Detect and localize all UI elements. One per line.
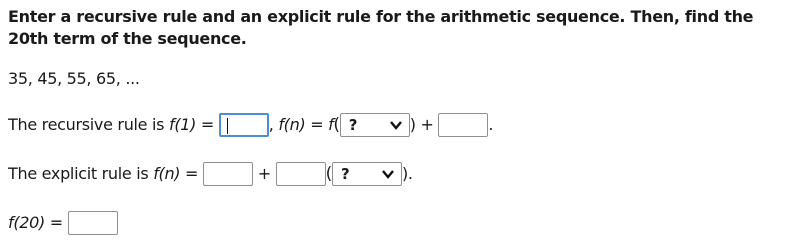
f20-label: f(20) = — [8, 213, 68, 232]
explicit-open-paren: ( — [325, 164, 332, 184]
f1-value-input[interactable] — [219, 113, 269, 137]
sequence-text: 35, 45, 55, 65, ... — [8, 69, 140, 88]
explicit-close-period: ). — [401, 164, 413, 183]
recursive-term-select-value: ? — [348, 116, 358, 134]
explicit-first-input[interactable] — [203, 162, 253, 186]
explicit-plus: + — [252, 164, 276, 183]
chevron-down-icon — [389, 118, 403, 132]
open-paren: ( — [333, 115, 340, 135]
chevron-down-icon — [381, 167, 395, 181]
recursive-period: . — [488, 115, 494, 134]
f1-label: f(1) = — [168, 115, 219, 134]
explicit-difference-input[interactable] — [276, 162, 326, 186]
fn-recursive-label: f(n) = f — [278, 115, 334, 134]
instructions: Enter a recursive rule and an explicit rule for the arithmetic sequence. Then, find the 20th term of the sequence. — [8, 7, 754, 48]
f20-row — [8, 211, 118, 235]
common-difference-input[interactable] — [438, 113, 488, 137]
recursive-rule-row — [8, 113, 493, 137]
explicit-term-select[interactable] — [332, 162, 402, 186]
f20-input[interactable] — [68, 211, 118, 235]
explicit-rule-prefix: The explicit rule is — [8, 164, 154, 183]
recursive-separator: , — [268, 115, 279, 134]
explicit-rule-row — [8, 162, 413, 186]
explicit-term-select-value: ? — [340, 165, 350, 183]
fn-explicit-label: f(n) = — [153, 164, 203, 183]
recursive-close-plus: ) + — [409, 115, 439, 134]
recursive-rule-prefix: The recursive rule is — [8, 115, 169, 134]
recursive-term-select[interactable] — [340, 113, 410, 137]
